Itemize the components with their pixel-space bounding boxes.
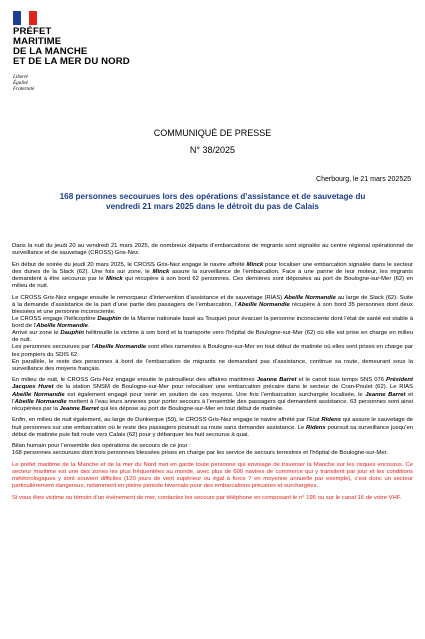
text: En milieu de nuit, le CROSS Gris-Nez engage ensuite le patrouilleur des affaires maritimes: [12, 377, 257, 384]
text: Le CROSS engage l’hélicoptère: [12, 316, 98, 323]
flag-blue-band: [13, 11, 21, 25]
republic-motto: [13, 74, 34, 93]
text: sont elles ramenées à Boulogne-sur-Mer en tout début de matinée où elles sont prises en charge par les pompiers du SDIS 62.: [12, 344, 414, 358]
vessel-name: Abeille Normandie: [283, 294, 336, 301]
text: au large de Slack (62). Suite à la demande d’assistance de la part d’une partie des passagers de l’embarcation, l’: [12, 294, 414, 308]
vessel-name: Jeanne Barret: [365, 391, 406, 398]
french-flag-icon: [13, 11, 37, 25]
vessel-name: Dauphin: [60, 330, 84, 337]
vessel-name: Abeille Normandie: [36, 323, 88, 330]
text: pour localiser une embarcation signalée dans le secteur des dunes de la Slack (62). Une fois sur zone, le: [12, 261, 413, 275]
text: qui récupère à son bord 62 personnes. Ces dernières sont déposées au port de Boulogne-sur-Mer (62) en milieu de nuit.: [12, 275, 413, 290]
vessel-name: Président Jacques Huret: [12, 377, 413, 391]
paragraph: [12, 262, 413, 290]
paragraph: [12, 316, 413, 330]
paragraph: [12, 377, 413, 412]
press-release-title: COMMUNIQUÉ DE PRESSE: [153, 128, 272, 138]
paragraph: [12, 344, 413, 358]
prefecture-line: DE LA MANCHE: [13, 46, 88, 57]
paragraph: [12, 330, 413, 344]
headline-line: 168 personnes secourues lors des opérations d’assistance et de sauvetage du: [59, 192, 366, 201]
headline-line: vendredi 21 mars 2025 dans le détroit du pas de Calais: [106, 202, 319, 211]
motto-line: Égalité: [13, 80, 28, 87]
vessel-name: Abeille Normandie: [12, 391, 65, 398]
text: assure la surveillance de l’embarcation. Face à une panne de leur moteur, les migrants demandent à être secourus par le: [12, 268, 413, 282]
text: hélitreuille la victime à son bord et la transporte vers l’hôpital de Boulogne-sur-Mer (62) où elle est prise en charge en milieu de nuit.: [12, 330, 413, 344]
release-date: Cherbourg, le 21 mars 202525: [316, 176, 411, 183]
vessel-name: Minck: [152, 268, 170, 275]
text: poursuit sa surveillance jusqu’en début de matinée puis fait route vers Calais (62) pour y débarquer les huit secourus à quai.: [12, 424, 413, 438]
text: En début de soirée du jeudi 20 mars 2025, le CROSS Gris-Nez engage le navire affrété: [12, 261, 247, 268]
text: .: [87, 323, 90, 330]
vessel-name: Ridens: [306, 424, 326, 431]
article-body: [12, 243, 413, 507]
flag-white-band: [21, 11, 29, 25]
text: récupère à son bord 35 personnes dont deux blessées et une personne inconsciente.: [12, 301, 413, 315]
motto-line: Liberté: [13, 74, 28, 80]
prefecture-name: [13, 27, 130, 67]
prefecture-line: MARITIME: [13, 36, 62, 47]
warning-paragraph: Le préfet maritime de la Manche et de la mer du Nord met en garde toute personne qui envisage de traverser la Manche sur les risques encourus. Ce secteur maritime est une des zones les plus fréquentées au monde, avec plus de 600 navires de commerce qui y transitent par jour et les conditions météorologiques y sont souvent difficiles (120 jours de vent supérieur ou égal à force 7 en moyenne annuelle par exemple), c’est donc un secteur particulièrement dangereux, notamment en pleine période hivernale pour des embarcations précaires et surchargées.: [12, 462, 413, 490]
vessel-name: Jeanne Barret: [59, 405, 99, 412]
motto-line: Fraternité: [13, 86, 35, 93]
vessel-name: Jeanne Barret: [256, 377, 297, 384]
vessel-name: Abeille Normandie: [14, 398, 67, 405]
vessel-name: Abeille Normandie: [237, 301, 290, 308]
vessel-name: Minck: [246, 261, 264, 268]
paragraph: Dans la nuit du jeudi 20 au vendredi 21 mars 2025, de nombreux départs d’embarcations de migrants sont signalés au centre régional opérationnel de surveillance et de sauvetage (CROSS) Gris-Nez.: [12, 243, 413, 257]
text: qui assure le sauvetage de huit personnes sur une embarcation où le reste des passagers poursuit sa route sans demander assistance. Le: [12, 417, 414, 431]
text: Le CROSS Gris-Nez engage ensuite le remorqueur d’intervention d’assistance et de sauvetage (RIAS): [12, 294, 284, 301]
text: Arrivé sur zone le: [12, 330, 61, 337]
vessel-name: Minck: [105, 275, 123, 282]
paragraph: [12, 295, 413, 316]
paragraph: En parallèle, le reste des personnes à bord de l’embarcation de migrants ne demandant pas d’assistance, continue sa route, demeurant sous la surveillance des moyens français.: [12, 358, 413, 372]
prefecture-line: ET DE LA MER DU NORD: [13, 56, 130, 67]
text: et l’: [12, 391, 413, 405]
paragraph: 168 personnes secourues dont trois personnes blessées prises en charge par les service de secours terrestres et l’hôpital de Boulogne-sur-Mer.: [12, 450, 388, 457]
text: et le canot tous temps SNS 076: [296, 377, 387, 384]
text: mettent à l’eau leurs annexes pour porter secours à l’ensemble des passagers qui demandent assistance. 63 personnes sont ainsi récupérées par la: [12, 398, 414, 412]
paragraph: [12, 417, 413, 438]
paragraph: Bilan humain pour l’ensemble des opérations de secours de ce jour :: [12, 443, 191, 450]
text: Les personnes secourues par l’: [12, 344, 95, 351]
emergency-contact-paragraph: Si vous êtes victime ou témoin d’un événement de mer, contactez les secours par téléphone en composant le n° 196 ou sur le canal 16 de votre VHF.: [12, 495, 402, 502]
text: de la Marine nationale basé au Touquet pour évacuer la personne inconsciente dont l’état de santé est stable à bord de l’: [12, 316, 413, 330]
press-release-number: N° 38/2025: [189, 145, 236, 155]
text: qui les dépose au port de Boulogne-sur-Mer en tout début de matinée.: [98, 405, 284, 412]
text: Enfin, en milieu de nuit également, au large de Dunkerque (59), le CROSS Gris-Nez engage le navire affrété par l’Etat: [12, 417, 322, 424]
text: est également engagé pour venir en soutien de ces moyens. Une fois l’embarcation surchargée localisée, le: [64, 391, 366, 398]
flag-red-band: [29, 11, 37, 25]
vessel-name: Ridens: [321, 417, 341, 424]
vessel-name: Abeille Normandie: [94, 344, 147, 351]
prefecture-line: PRÉFET: [13, 26, 52, 37]
headline: [22, 192, 403, 212]
vessel-name: Dauphin: [97, 316, 121, 323]
text: de la station SNSM de Boulogne-sur-Mer pour relocaliser une embarcation précaire dans le secteur de Cran-Poulet (62). Le RIAS: [53, 384, 413, 391]
